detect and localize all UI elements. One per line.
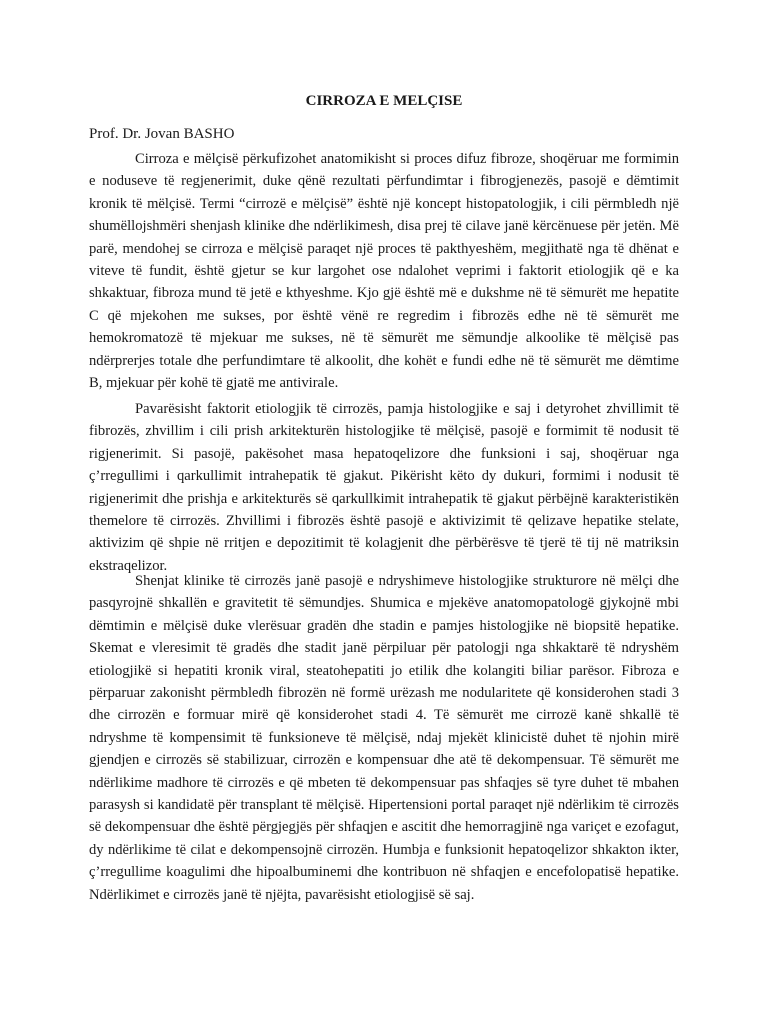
document-author: Prof. Dr. Jovan BASHO <box>89 126 235 142</box>
paragraph: Shenjat klinike të cirrozës janë pasojë e ndryshimeve histologjike strukturore në mëlçi dhe pasqyrojnë shkallën e gravitetit të sëmundjes. Shumica e mjekëve anatomopatologë gjykojnë mbi dëmtimin e mëlçisë duke vlerësuar gradën dhe stadin e pamjes histologjike në biopsitë hepatike. Skemat e vleresimit të gradës dhe stadit janë përpiluar për patologji nga shkaktarë të ndryshëm etiologjikë si hepatiti kronik viral, steatohepatiti jo etilik dhe kolangiti biliar parësor. Fibroza e përparuar zakonisht përmbledh fibrozën në formë urëzash me nodularitete që konsiderohen stadi 3 dhe cirrozën e formuar mirë që konsiderohet stadi 4. Të sëmurët me cirrozë kanë shkallë të ndryshme të kompensimit të funksioneve të mëlçisë, ndaj mjekët klinicistë duhet të njohin mirë gjendjen e cirrozës së stabilizuar, cirrozën e kompensuar dhe atë të dekompensuar. Të sëmurët me ndërlikime madhore të cirrozës e që mbeten të dekompensuar pas shfaqjes së tyre duhet të mbahen parasysh si kandidatë për transplant të mëlçisë. Hipertensioni portal paraqet një ndërlikim të cirrozës së dekompensuar dhe është përgjegjës për shfaqjen e ascitit dhe hemorragjinë nga variçet e ezofagut, dy ndërlikime të cilat e dekompensojnë cirrozën. Humbja e funksionit hepatoqelizor shkakton ikter, ç’rregullime koagulimi dhe hipoalbuminemi dhe kontribuon në shfaqjen e encefolopatisë hepatike. Ndërlikimet e cirrozës janë të njëjta, pavarësisht etiologjisë së saj. <box>89 573 679 903</box>
paragraph: Cirroza e mëlçisë përkufizohet anatomikisht si proces difuz fibroze, shoqëruar me formimin e noduseve të regjenerimit, duke qënë rezultati përfundimtar i fibrogjenezës, pasojë e dëmtimit kronik të mëlçisë. Termi “cirrozë e mëlçisë” është një koncept histopatologjik, i cili përmbledh një shumëllojshmëri shenjash klinike dhe ndërlikimesh, disa prej të cilave janë kërcënuese për jetën. Më parë, mendohej se cirroza e mëlçisë paraqet një proces të pakthyeshëm, megjithatë nga të dhënat e viteve të fundit, është gjetur se kur largohet ose ndalohet veprimi i faktorit etiologjik që e ka shkaktuar, fibroza mund të jetë e kthyeshme. Kjo gjë është më e dukshme në të sëmurët me hepatite C që mjekohen me sukses, por është vënë re regredim i fibrozës edhe në të sëmurët me hemokromatozë të mjekuar me sukses, në të sëmurët me sëmundje alkoolike të mëlçisë pas ndërprerjes totale dhe perfundimtare të alkoolit, dhe kohët e fundi edhe në të sëmurët me dëmtime B, mjekuar për kohë të gjatë me antivirale. <box>89 151 679 392</box>
document-title: CIRROZA E MELÇISE <box>305 93 463 109</box>
paragraph: Pavarësisht faktorit etiologjik të cirrozës, pamja histologjike e saj i detyrohet zhvillimit të fibrozës, zhvillim i cili prish arkitekturën histologjike të mëlçisë, pasojë e formimit të nodusit të rigjenerimit. Si pasojë, pakësohet masa hepatoqelizore dhe funksioni i saj, shoqëruar nga ç’rregullimi i qarkullimit intrahepatik të gjakut. Pikërisht këto dy dukuri, formimi i nodusit të rigjenerimit dhe prishja e arkitekturës së qarkullkimit intrahepatik të gjakut përbëjnë karakteristikën themelore të cirrozës. Zhvillimi i fibrozës është pasojë e aktivizimit të qelizave hepatike stelate, aktivizim që shpie në rritjen e depozitimit të kolagjenit dhe përbërësve të tjerë të tij në matriksin ekstraqelizor. <box>89 401 679 574</box>
